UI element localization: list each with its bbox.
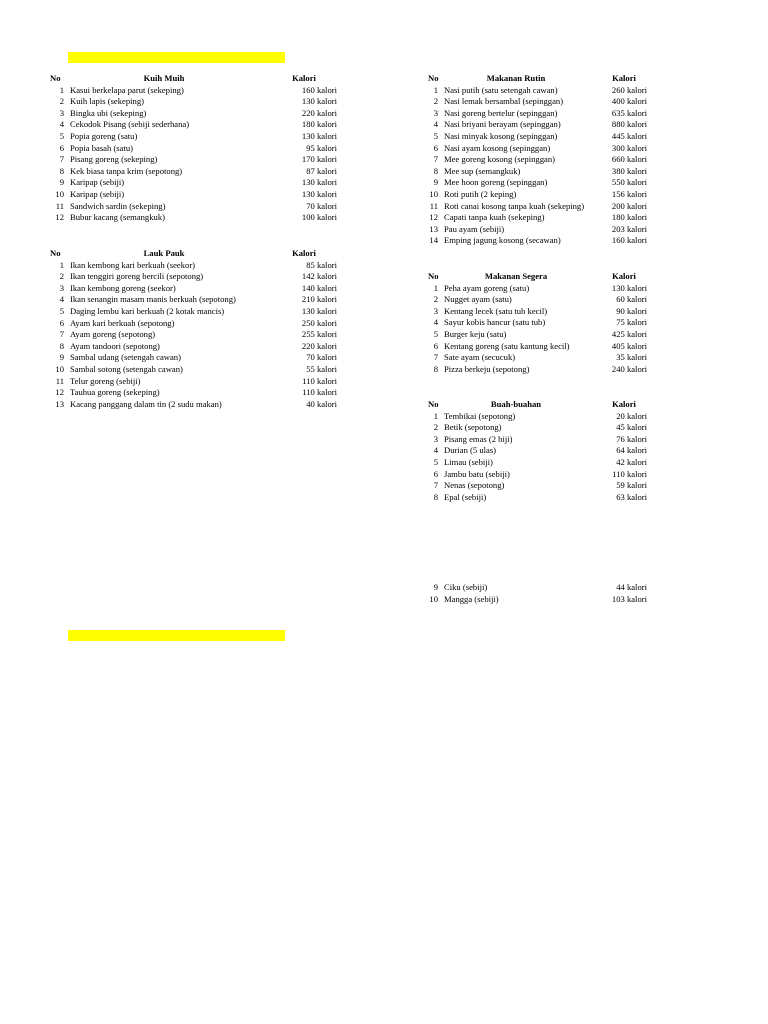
food-name: Daging lembu kari berkuah (2 kotak mancis)	[70, 305, 225, 316]
row-number: 4	[433, 119, 438, 130]
food-name: Pau ayam (sebiji)	[444, 223, 505, 234]
table-buah-buahan	[428, 399, 650, 503]
table-row	[428, 154, 650, 166]
calorie-value: 445 kalori	[611, 130, 647, 141]
row-number: 7	[59, 329, 64, 340]
table-row	[428, 85, 650, 97]
food-name: Popia basah (satu)	[70, 142, 134, 153]
table-row	[428, 177, 650, 189]
table-row	[50, 85, 340, 97]
header-no: No	[50, 73, 61, 83]
row-number: 8	[433, 165, 438, 176]
row-number: 3	[59, 282, 64, 293]
calorie-value: 130 kalori	[301, 130, 337, 141]
table-row	[428, 212, 650, 224]
table-row	[428, 283, 650, 295]
row-number: 13	[55, 398, 64, 409]
row-number: 10	[429, 593, 438, 604]
row-number: 7	[433, 154, 438, 165]
calorie-value: 250 kalori	[301, 317, 337, 328]
food-name: Pisang emas (2 biji)	[444, 433, 513, 444]
food-name: Roti canai kosong tanpa kuah (sekeping)	[444, 200, 585, 211]
food-name: Bingka ubi (sekeping)	[70, 107, 147, 118]
row-number: 10	[429, 188, 438, 199]
food-name: Durian (5 ulas)	[444, 445, 497, 456]
table-row	[428, 434, 650, 446]
calorie-value: 75 kalori	[616, 317, 647, 328]
table-header	[428, 399, 650, 411]
row-number: 14	[429, 235, 438, 246]
calorie-value: 87 kalori	[306, 165, 337, 176]
table-row	[428, 143, 650, 155]
calorie-value: 110 kalori	[302, 375, 337, 386]
calorie-value: 60 kalori	[616, 294, 647, 305]
food-name: Popia goreng (satu)	[70, 130, 138, 141]
table-row	[50, 294, 340, 306]
header-kalori: Kalori	[612, 73, 636, 83]
calorie-value: 55 kalori	[306, 363, 337, 374]
calorie-value: 70 kalori	[306, 200, 337, 211]
table-row	[50, 283, 340, 295]
row-number: 6	[59, 142, 64, 153]
table-row	[428, 329, 650, 341]
table-lauk-pauk	[50, 248, 340, 410]
row-number: 5	[433, 130, 438, 141]
row-number: 1	[433, 84, 438, 95]
row-number: 8	[59, 340, 64, 351]
table-row	[428, 224, 650, 236]
table-row	[50, 143, 340, 155]
table-row	[50, 96, 340, 108]
food-name: Ikan kembong goreng (seekor)	[70, 282, 176, 293]
row-number: 11	[55, 375, 64, 386]
table-row	[428, 352, 650, 364]
food-name: Sandwich sardin (sekeping)	[70, 200, 166, 211]
row-number: 6	[433, 142, 438, 153]
table-row	[428, 411, 650, 423]
table-makanan-segera	[428, 271, 650, 375]
header-no: No	[428, 271, 439, 281]
calorie-value: 160 kalori	[301, 84, 337, 95]
row-number: 8	[433, 491, 438, 502]
food-name: Sayur kobis hancur (satu tub)	[444, 317, 546, 328]
food-name: Bubur kacang (semangkuk)	[70, 212, 165, 223]
calorie-value: 156 kalori	[611, 188, 647, 199]
food-name: Ayam goreng (sepotong)	[70, 329, 156, 340]
calorie-value: 64 kalori	[616, 445, 647, 456]
calorie-value: 130 kalori	[301, 188, 337, 199]
row-number: 8	[433, 363, 438, 374]
food-name: Kek biasa tanpa krim (sepotong)	[70, 165, 183, 176]
food-name: Nasi lemak bersambal (sepinggan)	[444, 96, 564, 107]
header-title: Kuih Muih	[143, 73, 185, 83]
table-row	[428, 201, 650, 213]
food-name: Kuih lapis (sekeping)	[70, 96, 144, 107]
food-name: Nasi goreng bertelur (sepinggan)	[444, 107, 558, 118]
food-name: Kasui berkelapa parut (sekeping)	[70, 84, 184, 95]
row-number: 4	[433, 445, 438, 456]
row-number: 11	[55, 200, 64, 211]
calorie-value: 660 kalori	[611, 154, 647, 165]
table-row	[428, 445, 650, 457]
food-name: Roti putih (2 keping)	[444, 188, 517, 199]
row-number: 2	[59, 96, 64, 107]
table-row	[50, 376, 340, 388]
table-header	[50, 248, 340, 260]
food-name: Peha ayam goreng (satu)	[444, 282, 530, 293]
header-kalori: Kalori	[292, 73, 316, 83]
row-number: 7	[433, 352, 438, 363]
food-name: Nenas (sepotong)	[444, 480, 505, 491]
calorie-value: 550 kalori	[611, 177, 647, 188]
table-row	[428, 96, 650, 108]
calorie-value: 76 kalori	[616, 433, 647, 444]
table-row	[50, 177, 340, 189]
table-row	[428, 364, 650, 376]
row-number: 10	[55, 188, 64, 199]
calorie-value: 200 kalori	[611, 200, 647, 211]
calorie-value: 90 kalori	[616, 305, 647, 316]
table-kuih-muih	[50, 73, 340, 224]
table-row	[50, 341, 340, 353]
table-row	[428, 480, 650, 492]
calorie-value: 44 kalori	[616, 582, 647, 592]
row-number: 4	[59, 294, 64, 305]
table-row	[50, 119, 340, 131]
table-row	[428, 131, 650, 143]
calorie-value: 210 kalori	[301, 294, 337, 305]
food-name: Pisang goreng (sekeping)	[70, 154, 158, 165]
calorie-value: 635 kalori	[611, 107, 647, 118]
header-no: No	[428, 73, 439, 83]
header-kalori: Kalori	[292, 248, 316, 258]
calorie-value: 85 kalori	[306, 259, 337, 270]
food-name: Sambal sotong (setengah cawan)	[70, 363, 183, 374]
food-name: Nasi minyak kosong (sepinggan)	[444, 130, 558, 141]
table-row	[428, 189, 650, 201]
food-name: Mee hoon goreng (sepinggan)	[444, 177, 548, 188]
calorie-value: 300 kalori	[611, 142, 647, 153]
row-number: 1	[59, 84, 64, 95]
table-row	[428, 235, 650, 247]
food-name: Emping jagung kosong (secawan)	[444, 235, 561, 246]
table-row	[50, 399, 340, 411]
calorie-value: 63 kalori	[616, 491, 647, 502]
table-row	[428, 469, 650, 481]
row-number: 4	[59, 119, 64, 130]
row-number: 6	[433, 468, 438, 479]
calorie-value: 240 kalori	[611, 363, 647, 374]
table-row	[50, 260, 340, 272]
food-name: Ikan kembong kari berkuah (seekor)	[70, 259, 196, 270]
calorie-value: 405 kalori	[611, 340, 647, 351]
row-number: 8	[59, 165, 64, 176]
calorie-value: 40 kalori	[306, 398, 337, 409]
row-number: 6	[433, 340, 438, 351]
food-name: Mee sup (semangkuk)	[444, 165, 521, 176]
table-row	[428, 594, 650, 606]
header-no: No	[428, 399, 439, 409]
table-row	[50, 189, 340, 201]
row-number: 3	[59, 107, 64, 118]
food-name: Cekodok Pisang (sebiji sederhana)	[70, 119, 190, 130]
calorie-value: 103 kalori	[611, 593, 647, 604]
highlight-bar-top	[68, 52, 285, 63]
header-kalori: Kalori	[612, 271, 636, 281]
food-name: Nasi ayam kosong (sepinggan)	[444, 142, 551, 153]
table-header	[428, 73, 650, 85]
calorie-value: 130 kalori	[611, 282, 647, 293]
table-row	[50, 201, 340, 213]
table-buah-buahan-continued	[428, 582, 650, 605]
table-row	[428, 582, 650, 594]
table-row	[50, 154, 340, 166]
food-name: Nugget ayam (satu)	[444, 294, 512, 305]
food-name: Kacang panggang dalam tin (2 sudu makan)	[70, 398, 222, 409]
calorie-value: 142 kalori	[301, 271, 337, 282]
food-name: Tembikai (sepotong)	[444, 410, 516, 421]
calorie-value: 35 kalori	[616, 352, 647, 363]
table-row	[428, 457, 650, 469]
food-name: Burger keju (satu)	[444, 328, 507, 339]
table-row	[50, 387, 340, 399]
food-name: Epal (sebiji)	[444, 491, 487, 502]
calorie-value: 180 kalori	[301, 119, 337, 130]
row-number: 5	[59, 305, 64, 316]
table-row	[50, 329, 340, 341]
table-row	[428, 166, 650, 178]
calorie-value: 880 kalori	[611, 119, 647, 130]
calorie-value: 425 kalori	[611, 328, 647, 339]
food-name: Betik (sepotong)	[444, 422, 502, 433]
calorie-value: 255 kalori	[301, 329, 337, 340]
table-row	[50, 306, 340, 318]
table-row	[50, 352, 340, 364]
calorie-value: 380 kalori	[611, 165, 647, 176]
row-number: 1	[433, 410, 438, 421]
table-header	[428, 271, 650, 283]
food-name: Mangga (sebiji)	[444, 593, 499, 604]
header-title: Buah-buahan	[490, 399, 542, 409]
row-number: 5	[59, 130, 64, 141]
row-number: 9	[59, 352, 64, 363]
food-name: Nasi putih (satu setengah cawan)	[444, 84, 558, 95]
food-name: Ayam tandoori (sepotong)	[70, 340, 160, 351]
food-name: Karipap (sebiji)	[70, 188, 125, 199]
row-number: 2	[59, 271, 64, 282]
calorie-value: 140 kalori	[301, 282, 337, 293]
calorie-value: 110 kalori	[302, 387, 337, 398]
calorie-value: 180 kalori	[611, 212, 647, 223]
row-number: 9	[433, 582, 438, 592]
table-row	[428, 294, 650, 306]
calorie-value: 100 kalori	[301, 212, 337, 223]
calorie-value: 130 kalori	[301, 177, 337, 188]
calorie-value: 110 kalori	[612, 468, 647, 479]
row-number: 7	[433, 480, 438, 491]
calorie-value: 130 kalori	[301, 305, 337, 316]
row-number: 3	[433, 305, 438, 316]
table-row	[428, 341, 650, 353]
row-number: 4	[433, 317, 438, 328]
food-name: Sambal udang (setengah cawan)	[70, 352, 181, 363]
row-number: 2	[433, 294, 438, 305]
header-kalori: Kalori	[612, 399, 636, 409]
header-no: No	[50, 248, 61, 258]
table-row	[50, 131, 340, 143]
table-row	[50, 166, 340, 178]
calorie-value: 220 kalori	[301, 340, 337, 351]
food-name: Sate ayam (secucuk)	[444, 352, 516, 363]
row-number: 6	[59, 317, 64, 328]
calorie-value: 20 kalori	[616, 410, 647, 421]
calorie-value: 160 kalori	[611, 235, 647, 246]
row-number: 12	[55, 212, 64, 223]
food-name: Limau (sebiji)	[444, 456, 493, 467]
food-name: Pizza berkeju (sepotong)	[444, 363, 530, 374]
row-number: 3	[433, 107, 438, 118]
row-number: 1	[59, 259, 64, 270]
row-number: 12	[429, 212, 438, 223]
table-row	[50, 318, 340, 330]
calorie-value: 59 kalori	[616, 480, 647, 491]
calorie-value: 170 kalori	[301, 154, 337, 165]
calorie-value: 70 kalori	[306, 352, 337, 363]
row-number: 2	[433, 422, 438, 433]
row-number: 11	[429, 200, 438, 211]
table-row	[50, 212, 340, 224]
table-row	[50, 108, 340, 120]
row-number: 2	[433, 96, 438, 107]
row-number: 13	[429, 223, 438, 234]
table-row	[428, 119, 650, 131]
calorie-value: 95 kalori	[306, 142, 337, 153]
food-name: Ikan tenggiri goreng bercili (sepotong)	[70, 271, 204, 282]
food-name: Jambu batu (sebiji)	[444, 468, 510, 479]
row-number: 9	[433, 177, 438, 188]
row-number: 10	[55, 363, 64, 374]
row-number: 5	[433, 328, 438, 339]
table-row	[428, 108, 650, 120]
row-number: 1	[433, 282, 438, 293]
calorie-value: 220 kalori	[301, 107, 337, 118]
row-number: 9	[59, 177, 64, 188]
row-number: 7	[59, 154, 64, 165]
calorie-value: 45 kalori	[616, 422, 647, 433]
table-row	[428, 317, 650, 329]
row-number: 12	[55, 387, 64, 398]
food-name: Ikan senangin masam manis berkuah (sepotong)	[70, 294, 236, 305]
table-row	[50, 271, 340, 283]
table-makanan-rutin	[428, 73, 650, 247]
table-row	[428, 306, 650, 318]
food-name: Tauhua goreng (sekeping)	[70, 387, 160, 398]
calorie-value: 260 kalori	[611, 84, 647, 95]
calorie-value: 130 kalori	[301, 96, 337, 107]
highlight-bar-bottom	[68, 630, 285, 641]
food-name: Mee goreng kosong (sepinggan)	[444, 154, 555, 165]
row-number: 5	[433, 456, 438, 467]
food-name: Ciku (sebiji)	[444, 582, 488, 592]
food-name: Ayam kari berkuah (sepotong)	[70, 317, 175, 328]
table-row	[428, 492, 650, 504]
calorie-value: 42 kalori	[616, 456, 647, 467]
food-name: Kentang lecek (satu tub kecil)	[444, 305, 548, 316]
table-row	[428, 422, 650, 434]
header-title: Makanan Rutin	[486, 73, 546, 83]
food-name: Nasi briyani berayam (sepinggan)	[444, 119, 561, 130]
calorie-value: 400 kalori	[611, 96, 647, 107]
table-row	[50, 364, 340, 376]
calorie-value: 203 kalori	[611, 223, 647, 234]
food-name: Karipap (sebiji)	[70, 177, 125, 188]
header-title: Lauk Pauk	[143, 248, 185, 258]
food-name: Telur goreng (sebiji)	[70, 375, 141, 386]
table-header	[50, 73, 340, 85]
header-title: Makanan Segera	[484, 271, 548, 281]
food-name: Capati tanpa kuah (sekeping)	[444, 212, 545, 223]
food-name: Kentang goreng (satu kantung kecil)	[444, 340, 570, 351]
row-number: 3	[433, 433, 438, 444]
